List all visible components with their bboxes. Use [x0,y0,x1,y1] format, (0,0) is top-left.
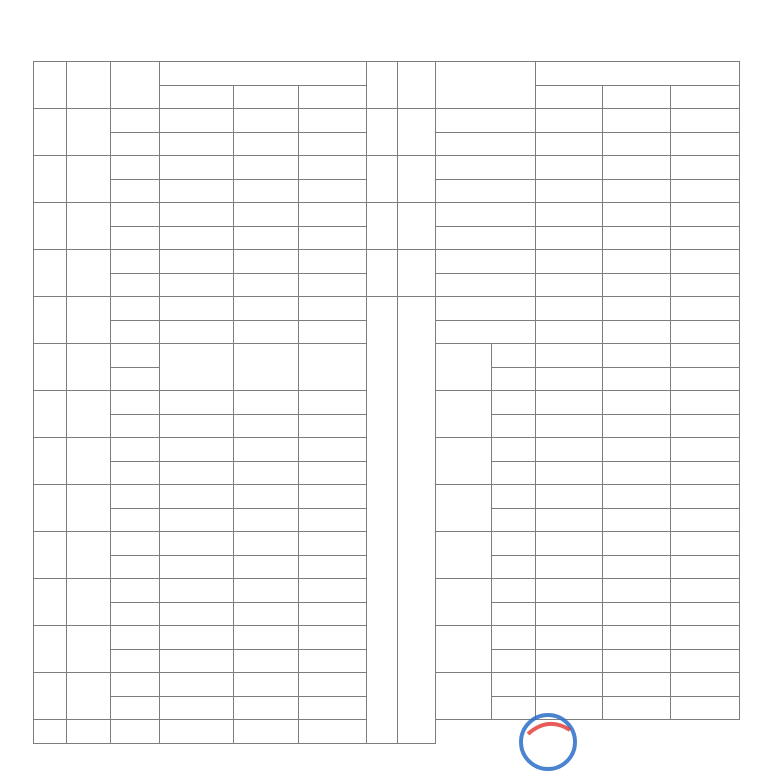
subject-cell [111,532,160,556]
subject-cell [111,391,160,415]
score-cell [299,485,367,509]
art-subject-cell [492,649,536,673]
subject-cell [436,179,536,203]
score-cell [603,156,671,180]
seq-cell [34,156,67,203]
province-cell [67,579,111,626]
art-subject-cell [492,532,536,556]
page-title [0,6,766,54]
province-cell [67,626,111,673]
watermark-logo [518,712,763,772]
subject-cell [111,649,160,673]
province-cell [398,297,436,744]
score-cell [299,414,367,438]
subject-cell [111,673,160,697]
subject-cell [111,132,160,156]
subject-cell [111,320,160,344]
subject-cell [111,720,160,744]
score-cell [234,461,299,485]
score-cell [299,696,367,720]
seq-cell [34,532,67,579]
score-cell [234,273,299,297]
admission-score-table [33,61,740,744]
score-cell [299,555,367,579]
table-row [34,109,740,133]
art-subject-cell [492,602,536,626]
subject-cell [111,485,160,509]
art-category-cell [436,391,492,438]
score-cell [299,602,367,626]
score-cell [671,649,740,673]
score-cell [536,485,603,509]
score-cell [299,649,367,673]
score-cell [603,626,671,650]
score-cell [536,579,603,603]
score-cell [536,132,603,156]
subject-cell [111,297,160,321]
subject-cell [111,461,160,485]
score-cell [603,179,671,203]
score-cell [603,461,671,485]
score-cell [671,226,740,250]
subject-cell [436,226,536,250]
header-score-group [536,62,740,86]
art-subject-cell [492,673,536,697]
score-cell [160,320,234,344]
score-cell [160,109,234,133]
score-cell [160,203,234,227]
score-cell [234,414,299,438]
header-year [234,85,299,109]
score-cell [671,555,740,579]
score-cell [160,438,234,462]
score-cell [603,649,671,673]
score-cell [234,438,299,462]
header-score-group [160,62,367,86]
seq-cell [34,673,67,720]
table-row [34,156,740,180]
score-cell [603,344,671,368]
score-cell [234,344,299,391]
province-cell [67,438,111,485]
score-cell [234,720,299,744]
header-year [160,85,234,109]
score-cell [234,203,299,227]
subject-cell [436,132,536,156]
score-cell [671,344,740,368]
subject-cell [111,414,160,438]
score-cell [603,485,671,509]
score-cell [299,320,367,344]
art-subject-cell [492,485,536,509]
art-category-cell [436,485,492,532]
subject-cell [436,109,536,133]
score-cell [536,438,603,462]
score-cell [299,461,367,485]
score-cell [671,602,740,626]
subject-cell [111,602,160,626]
header-subject [111,62,160,109]
seq-cell [367,250,398,297]
score-cell [536,555,603,579]
score-cell [671,109,740,133]
score-cell [671,320,740,344]
score-cell [234,602,299,626]
art-category-cell [436,344,492,391]
art-subject-cell [492,555,536,579]
province-cell [398,203,436,250]
subject-cell [111,367,160,391]
score-cell [234,226,299,250]
score-cell [160,626,234,650]
score-cell [234,579,299,603]
score-cell [536,226,603,250]
art-subject-cell [492,579,536,603]
score-cell [234,649,299,673]
score-cell [299,250,367,274]
subject-cell [111,696,160,720]
seq-cell [34,344,67,391]
seq-cell [34,485,67,532]
score-cell [671,273,740,297]
score-cell [536,367,603,391]
score-cell [160,273,234,297]
score-cell [603,297,671,321]
province-cell [67,250,111,297]
score-cell [536,532,603,556]
header-year [536,85,603,109]
score-cell [299,273,367,297]
art-subject-cell [492,508,536,532]
seq-cell [34,297,67,344]
province-cell [67,391,111,438]
score-cell [603,555,671,579]
province-cell [67,109,111,156]
seq-cell [34,109,67,156]
score-cell [536,673,603,697]
seq-cell [34,250,67,297]
score-cell [160,179,234,203]
score-cell [603,673,671,697]
seq-cell [367,109,398,156]
score-cell [603,250,671,274]
score-cell [160,720,234,744]
header-seq [34,62,67,109]
header-year [671,85,740,109]
score-cell [671,250,740,274]
subject-cell [111,226,160,250]
score-cell [671,508,740,532]
score-cell [160,485,234,509]
score-cell [603,579,671,603]
subject-cell [436,156,536,180]
score-cell [536,414,603,438]
score-cell [536,109,603,133]
subject-cell [111,203,160,227]
score-cell [603,508,671,532]
score-cell [234,132,299,156]
province-cell [67,344,111,391]
score-cell [234,626,299,650]
score-cell [536,203,603,227]
seq-cell [34,720,67,744]
header-province [67,62,111,109]
score-cell [536,461,603,485]
province-cell [67,532,111,579]
score-cell [536,179,603,203]
seq-cell [367,203,398,250]
table-row [34,62,740,86]
province-cell [67,485,111,532]
score-cell [536,508,603,532]
art-subject-cell [492,438,536,462]
score-cell [299,579,367,603]
score-cell [299,532,367,556]
province-cell [67,203,111,250]
score-cell [671,367,740,391]
score-cell [234,555,299,579]
score-cell [234,297,299,321]
score-cell [160,649,234,673]
table-row [34,250,740,274]
score-cell [299,673,367,697]
score-cell [603,109,671,133]
art-subject-cell [492,414,536,438]
score-cell [160,156,234,180]
score-cell [671,438,740,462]
score-cell [671,579,740,603]
score-cell [160,250,234,274]
score-cell [160,555,234,579]
score-cell [536,626,603,650]
score-cell [234,156,299,180]
score-cell [603,367,671,391]
subject-cell [436,250,536,274]
score-cell [299,391,367,415]
header-province [398,62,436,109]
score-cell [536,391,603,415]
art-category-cell [436,579,492,626]
score-cell [536,156,603,180]
score-cell [160,132,234,156]
score-cell [160,344,234,391]
province-cell [67,673,111,720]
score-cell [234,250,299,274]
score-cell [536,602,603,626]
score-cell [536,250,603,274]
score-cell [234,673,299,697]
score-cell [603,273,671,297]
score-cell [603,132,671,156]
score-cell [603,438,671,462]
score-cell [603,391,671,415]
score-cell [536,649,603,673]
score-cell [603,226,671,250]
province-cell [67,297,111,344]
table-row [34,203,740,227]
score-cell [160,226,234,250]
seq-cell [34,438,67,485]
art-subject-cell [492,461,536,485]
subject-cell [436,320,536,344]
score-cell [160,532,234,556]
seq-cell [367,156,398,203]
score-cell [160,508,234,532]
score-cell [671,461,740,485]
score-cell [299,344,367,391]
score-cell [671,156,740,180]
subject-cell [111,156,160,180]
score-cell [299,508,367,532]
subject-cell [436,203,536,227]
score-cell [234,320,299,344]
score-cell [299,626,367,650]
seq-cell [34,579,67,626]
score-cell [671,485,740,509]
score-cell [671,626,740,650]
province-cell [398,250,436,297]
art-category-cell [436,626,492,673]
score-cell [234,179,299,203]
score-cell [160,696,234,720]
score-cell [160,297,234,321]
seq-cell [34,391,67,438]
subject-cell [111,626,160,650]
score-cell [234,508,299,532]
score-cell [603,320,671,344]
score-cell [160,461,234,485]
province-cell [67,720,111,744]
score-cell [671,391,740,415]
score-cell [234,391,299,415]
score-cell [299,132,367,156]
subject-cell [111,555,160,579]
score-cell [299,109,367,133]
seq-cell [34,203,67,250]
score-cell [299,203,367,227]
subject-cell [111,579,160,603]
score-cell [536,320,603,344]
art-subject-cell [492,344,536,368]
subject-cell [436,273,536,297]
brand-b-icon [518,712,578,772]
art-subject-cell [492,367,536,391]
header-year [603,85,671,109]
score-cell [160,414,234,438]
score-cell [234,109,299,133]
subject-cell [111,438,160,462]
score-cell [671,297,740,321]
header-seq [367,62,398,109]
score-cell [671,414,740,438]
score-cell [299,179,367,203]
subject-cell [111,344,160,368]
score-cell [671,532,740,556]
score-cell [603,203,671,227]
score-cell [299,297,367,321]
art-category-cell [436,673,492,720]
score-cell [536,273,603,297]
subject-cell [111,109,160,133]
score-cell [671,132,740,156]
art-category-cell [436,532,492,579]
score-cell [299,720,367,744]
score-cell [299,438,367,462]
score-cell [160,602,234,626]
subject-cell [111,179,160,203]
art-subject-cell [492,391,536,415]
score-cell [299,226,367,250]
province-cell [398,109,436,156]
score-cell [603,532,671,556]
score-cell [299,156,367,180]
subject-cell [436,297,536,321]
header-subject [436,62,536,109]
score-cell [234,696,299,720]
header-year [299,85,367,109]
seq-cell [367,297,398,744]
table-row [34,297,740,321]
score-cell [160,579,234,603]
seq-cell [34,626,67,673]
score-cell [603,602,671,626]
score-cell [671,673,740,697]
score-cell [671,203,740,227]
score-cell [234,532,299,556]
score-cell [234,485,299,509]
score-cell [671,179,740,203]
art-category-cell [436,438,492,485]
subject-cell [111,508,160,532]
province-cell [398,156,436,203]
score-cell [536,344,603,368]
score-cell [536,297,603,321]
subject-cell [111,273,160,297]
score-cell [160,673,234,697]
art-subject-cell [492,626,536,650]
province-cell [67,156,111,203]
score-cell [160,391,234,415]
score-cell [603,414,671,438]
subject-cell [111,250,160,274]
